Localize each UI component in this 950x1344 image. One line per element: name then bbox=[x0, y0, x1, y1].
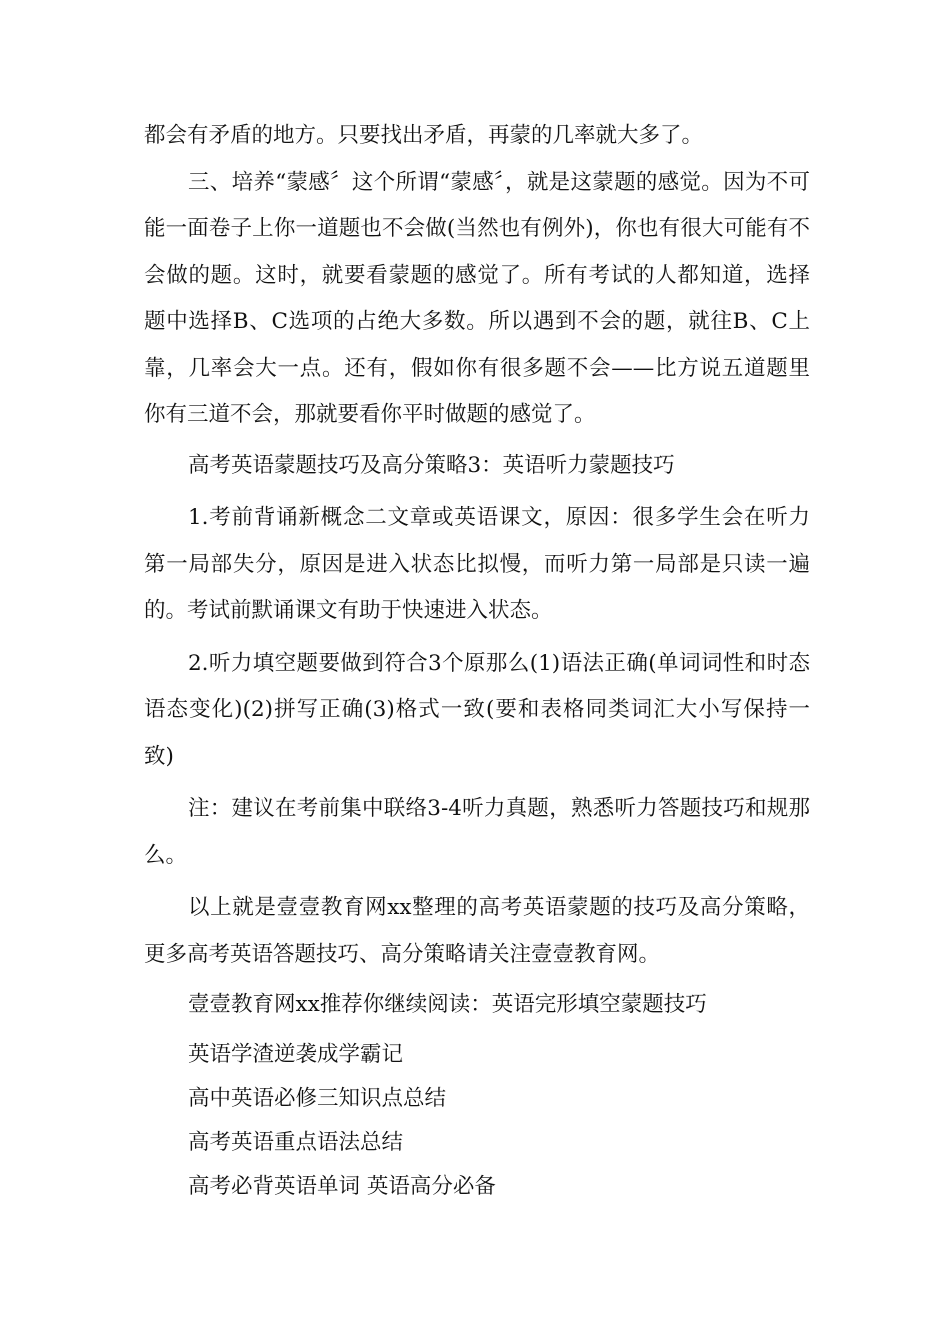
paragraph-note: 注：建议在考前集中联络3-4听力真题，熟悉听力答题技巧和规那么。 bbox=[144, 796, 810, 868]
paragraph-section-three: 三、培养“蒙感〞这个所谓“蒙感〞，就是这蒙题的感觉。因为不可能一面卷子上你一道题也不会做(当然也有例外)，你也有很大可能有不会做的题。这时，就要看蒙题的感觉了。所有考试的人都知道，选择题中选择B、C选项的占绝大多数。所以遇到不会的题，就往B、C上靠，几率会大一点。还有，假如你有很多题不会——比方说五道题里你有三道不会，那就要看你平时做题的感觉了。 bbox=[144, 169, 810, 427]
paragraph-tip-one: 1.考前背诵新概念二文章或英语课文，原因：很多学生会在听力第一局部失分，原因是进入状态比拟慢，而听力第一局部是只读一遍的。考试前默诵课文有助于快速进入状态。 bbox=[144, 505, 810, 623]
related-link-item[interactable]: 高考英语重点语法总结 bbox=[188, 1129, 404, 1155]
paragraph-summary: 以上就是壹壹教育网xx整理的高考英语蒙题的技巧及高分策略，更多高考英语答题技巧、高分策略请关注壹壹教育网。 bbox=[144, 895, 810, 967]
section-heading-listening: 高考英语蒙题技巧及高分策略3：英语听力蒙题技巧 bbox=[188, 452, 675, 478]
related-link-item[interactable]: 高中英语必修三知识点总结 bbox=[188, 1085, 447, 1111]
related-link-item[interactable]: 高考必背英语单词 英语高分必备 bbox=[188, 1173, 496, 1199]
related-link-item[interactable]: 英语学渣逆袭成学霸记 bbox=[188, 1041, 404, 1067]
related-links-list bbox=[144, 1033, 810, 1209]
paragraph-continuation: 都会有矛盾的地方。只要找出矛盾，再蒙的几率就大多了。 bbox=[144, 123, 704, 148]
document-body bbox=[144, 113, 810, 1209]
paragraph-tip-two: 2.听力填空题要做到符合3个原那么(1)语法正确(单词词性和时态语态变化)(2)拼写正确(3)格式一致(要和表格同类词汇大小写保持一致) bbox=[144, 650, 810, 769]
paragraph-recommendation: 壹壹教育网xx推荐你继续阅读：英语完形填空蒙题技巧 bbox=[188, 992, 707, 1017]
